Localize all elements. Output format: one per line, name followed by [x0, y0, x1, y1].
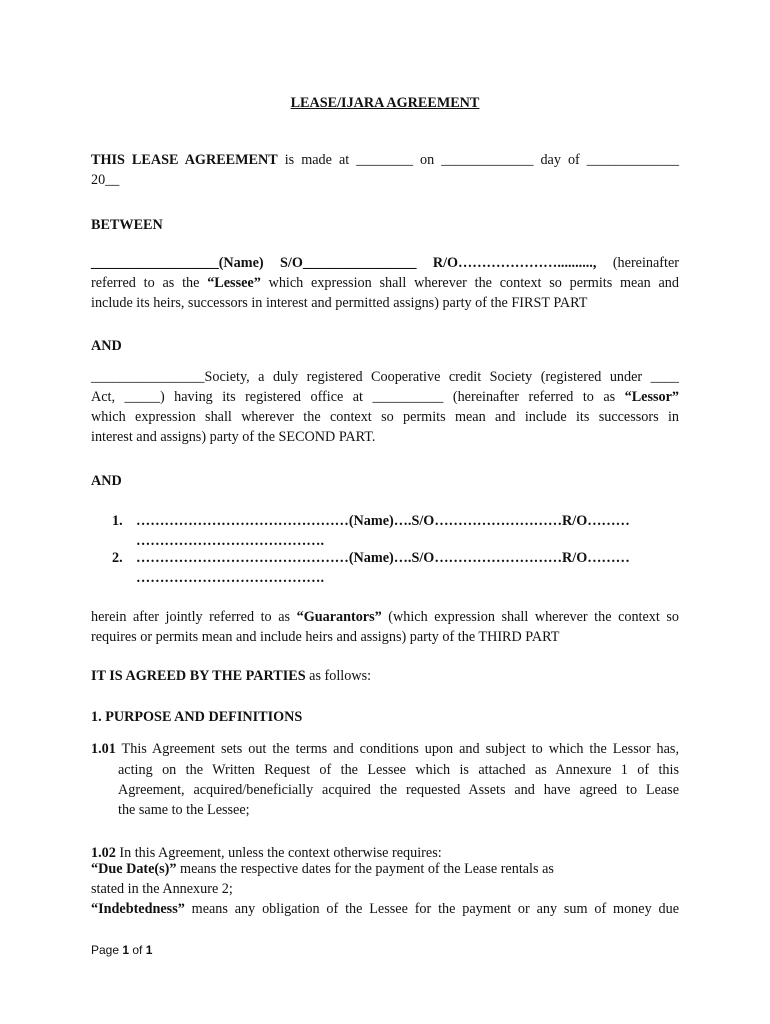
intro-line-1: [91, 150, 679, 170]
guarantors-term: “Guarantors”: [296, 609, 382, 625]
third-party-text: herein after jointly referred to as: [91, 609, 297, 625]
agreed-line: [91, 666, 679, 686]
due-date-line-1: [91, 859, 620, 879]
clause-101-line-3: Agreement, acquired/beneficially acquired the requested Assets and have agreed to Lease: [118, 782, 679, 798]
clause-101-line-1: [91, 739, 679, 759]
second-party-line-1: ________________Society, a duly registered Cooperative credit Society (registered under ____: [91, 369, 679, 385]
section-1-heading: 1. PURPOSE AND DEFINITIONS: [91, 709, 303, 725]
intro-line-2: 20__: [91, 172, 120, 188]
guarantor-1-line-2: ………………………………….: [136, 533, 324, 549]
first-party-line-3: include its heirs, successors in interest and permitted assigns) party of the FIRST PART: [91, 295, 588, 311]
and-heading-1: AND: [91, 338, 122, 354]
intro-text: is made at ________ on _____________ day of _____________: [277, 152, 680, 168]
lessor-term: “Lessor”: [624, 389, 679, 405]
indebtedness-term: “Indebtedness”: [91, 901, 185, 917]
footer-page-label: Page: [91, 943, 123, 957]
second-party-line-4: interest and assigns) party of the SECOND PART.: [91, 429, 376, 445]
page-footer: [91, 943, 152, 957]
document-title: LEASE/IJARA AGREEMENT: [290, 95, 480, 111]
clause-101-number: 1.01: [91, 741, 116, 757]
agreed-bold: IT IS AGREED BY THE PARTIES: [91, 668, 306, 684]
agreed-text: as follows:: [305, 668, 372, 684]
due-date-text: means the respective dates for the payment of the Lease rentals as: [176, 861, 554, 877]
guarantor-2-line-2: ………………………………….: [136, 570, 324, 586]
footer-page-total: 1: [145, 943, 153, 957]
footer-page-number: 1: [122, 943, 130, 957]
first-party-blank: __________________: [91, 255, 219, 271]
lessee-term: “Lessee”: [207, 275, 261, 291]
first-party-name: (Name) S/O: [218, 255, 303, 271]
first-party-text: referred to as the: [91, 275, 208, 291]
third-party-text-2: (which expression shall wherever the context so: [381, 609, 679, 625]
clause-101-line-2: acting on the Written Request of the Lessee which is attached as Annexure 1 of this: [118, 762, 679, 778]
second-party-text: Act, _____) having its registered office at __________ (hereinafter referred to as: [91, 389, 625, 405]
and-heading-2: AND: [91, 473, 122, 489]
third-party-line-1: [91, 607, 679, 627]
due-date-line-2: stated in the Annexure 2;: [91, 881, 233, 897]
second-party-line-2: [91, 387, 679, 407]
second-party-line-3: which expression shall wherever the context so permits mean and include its successors in: [91, 409, 679, 425]
clause-102-number: 1.02: [91, 845, 116, 861]
intro-bold: THIS LEASE AGREEMENT: [91, 152, 278, 168]
first-party-text-2: which expression shall wherever the context so permits mean and: [260, 275, 679, 291]
guarantor-2-number: 2.: [112, 550, 123, 566]
first-party-blank-2: ________________: [302, 255, 417, 271]
guarantor-1-number: 1.: [112, 513, 123, 529]
first-party-ro: R/O…………………..........,: [416, 255, 597, 271]
first-party-line-2: [91, 273, 679, 293]
first-party-line-1: [91, 253, 679, 273]
indebtedness-line: [91, 899, 679, 919]
footer-of-label: of: [129, 943, 146, 957]
third-party-line-2: requires or permits mean and include heirs and assigns) party of the THIRD PART: [91, 629, 560, 645]
guarantor-1-line-1: ………………………………………(Name)….S/O………………………R/O………: [136, 513, 630, 529]
due-date-term: “Due Date(s)”: [91, 861, 177, 877]
guarantor-2-line-1: ………………………………………(Name)….S/O………………………R/O………: [136, 550, 630, 566]
first-party-hereinafter: (hereinafter: [596, 255, 679, 271]
clause-101-line-4: the same to the Lessee;: [118, 802, 250, 818]
clause-102-text: In this Agreement, unless the context otherwise requires:: [115, 845, 442, 861]
between-heading: BETWEEN: [91, 217, 163, 233]
indebtedness-text: means any obligation of the Lessee for the payment or any sum of money due: [184, 901, 679, 917]
clause-101-text: This Agreement sets out the terms and conditions upon and subject to which the Lessor has,: [115, 741, 679, 757]
